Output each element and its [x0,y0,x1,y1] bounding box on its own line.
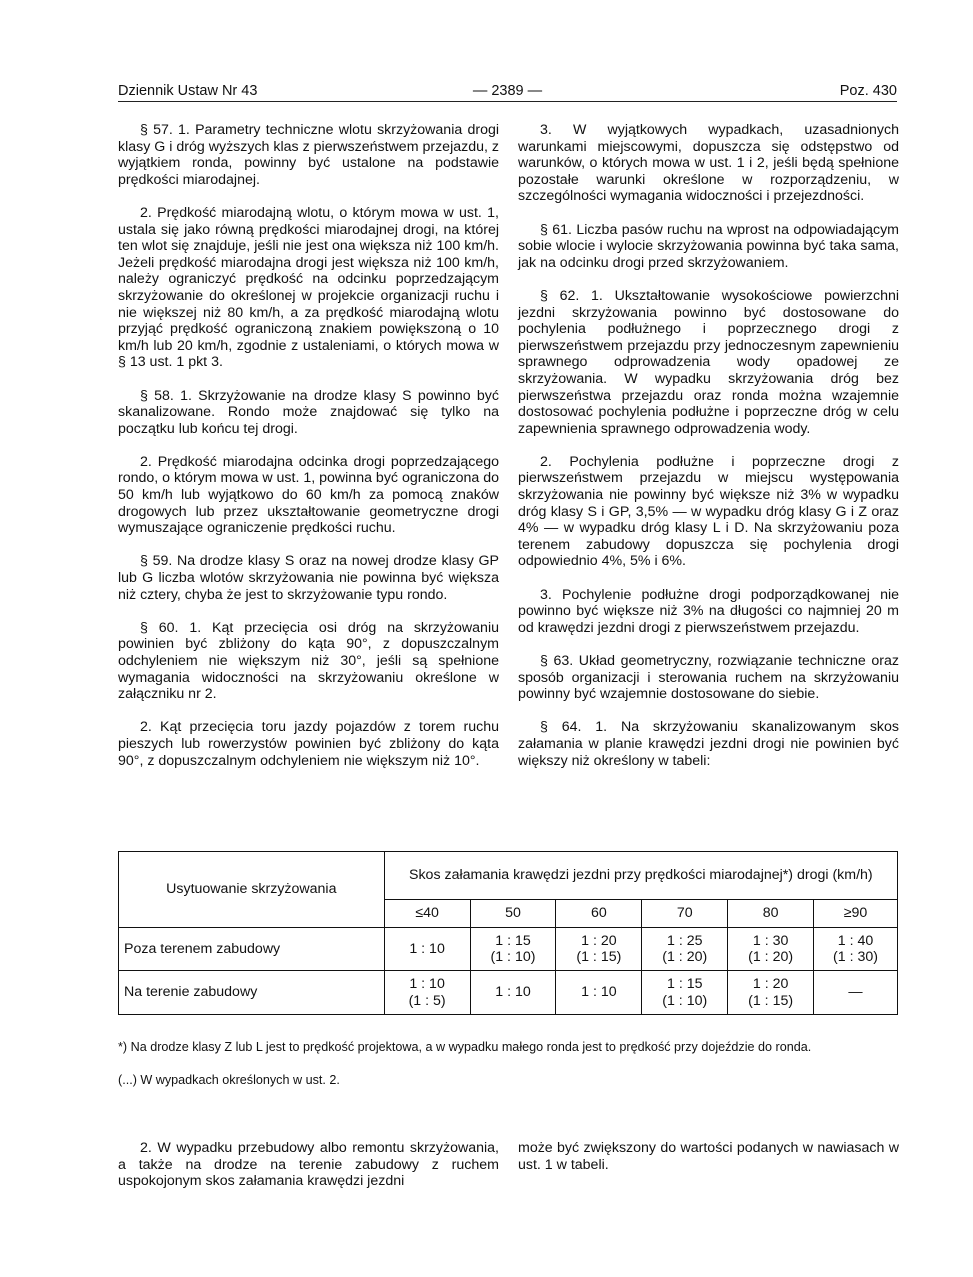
cell-alt-value: (1 : 15) [748,992,794,1009]
speed-header: 60 [556,900,642,928]
table-row [119,928,898,971]
cell-value: — [848,984,863,1001]
speed-header: ≥90 [814,900,898,928]
cell-value: 1 : 40 [837,932,874,949]
skew-table [118,851,898,1015]
cell-alt-value: (1 : 5) [408,992,446,1009]
paragraph: § 58. 1. Skrzyżowanie na drodze klasy S powinno być skanalizowane. Rondo może znajdować się tylko na początku lub końcu tej drogi. [118,387,499,437]
paragraph: może być zwiększony do wartości podanych w nawiasach w ust. 1 w tabeli. [518,1140,899,1173]
paragraph: 2. Pochylenia podłużne i poprzeczne drogi z pierwszeństwem przejazdu w miejscu występowania skrzyżowania nie powinny być większe niż 3% w wypadku dróg klasy S i GP, 3,5% — w wypadku dróg klasy G i Z oraz 4% — w wypadku dróg klasy L i D. Na skrzyżowaniu poza terenem zabudowy dopuszcza się pochylenia drogi odpowiednio 4%, 5% i 6%. [518,453,899,570]
table-cell [728,971,814,1015]
paragraph: § 61. Liczba pasów ruchu na wprost na odpowiadającym sobie wlocie i wylocie skrzyżowania powinna być taka sama, jak na odcinku drogi przed skrzyżowaniem. [518,221,899,271]
group-header-cell: Skos załamania krawędzi jezdni przy prędkości miarodajnej*) drogi (km/h) [384,852,897,900]
journal-title: Dziennik Ustaw Nr 43 [118,83,258,99]
paragraph: 3. W wyjątkowych wypadkach, uzasadnionych warunkami miejscowymi, dopuszcza się odstępstwo od warunków, o których mowa w ust. 1 i 2, jeśli będą spełnione pozostałe warunki określone w rozporządzeniu, w szczególności wymagania widoczności i przejezdności. [518,122,899,205]
paragraph: § 63. Układ geometryczny, rozwiązanie techniczne oraz sposób organizacji i sterowania ruchem na skrzyżowaniu powinny być wzajemnie dostosowane do siebie. [518,653,899,703]
paragraph: 3. Pochylenie podłużne drogi podporządkowanej nie powinno być większe niż 3% na długości co najmniej 20 m od krawędzi jezdni drogi z pierwszeństwem przejazdu. [518,586,899,636]
table-cell [470,971,556,1015]
table-cell [556,971,642,1015]
cell-alt-value: (1 : 10) [490,949,536,965]
table-cell [814,971,898,1015]
cell-alt-value: (1 : 30) [833,949,878,965]
paragraph: § 57. 1. Parametry techniczne wlotu skrzyżowania drogi klasy G i dróg wyższych klas z pierwszeństwem przejazdu, z wyjątkiem ronda, powinny być ustalone na podstawie prędkości miarodajnej. [118,122,499,188]
cell-value: 1 : 10 [495,984,531,1001]
cell-alt-value: (1 : 20) [662,949,708,965]
cell-alt-value: (1 : 10) [662,992,708,1009]
speed-header: 80 [728,900,814,928]
bottom-left-column [118,1140,499,1206]
paragraph: 2. Kąt przecięcia toru jazdy pojazdów z torem ruchu pieszych lub rowerzystów powinien być zbliżony do kąta 90°, z dopuszczalnym odchyleniem nie większym niż 10°. [118,719,499,769]
row-label: Poza terenem zabudowy [119,928,385,971]
cell-alt-value: (1 : 15) [576,949,622,965]
paragraph: 2. Prędkość miarodajna odcinka drogi poprzedzającego rondo, o którym mowa w ust. 1, powinna być ograniczona do 50 km/h lub wyjątkowo do 60 km/h za pomocą znaków drogowych lub przez ukształtowanie geometryczne drogi wymuszające ograniczenie prędkości ruchu. [118,453,499,537]
cell-value: 1 : 20 [581,932,617,949]
table-cell [814,928,898,971]
cell-value: 1 : 10 [581,984,617,1001]
table-cell [556,928,642,971]
table-cell [470,928,556,971]
page-number: — 2389 — [472,83,543,99]
table-row [119,971,898,1015]
left-column [118,122,499,786]
footnote-paren: (...) W wypadkach określonych w ust. 2. [118,1073,340,1087]
right-column [518,122,899,786]
footnote-star: *) Na drodze klasy Z lub L jest to prędkość projektowa, a w wypadku małego ronda jest to prędkość przy dojeździe do ronda. [118,1040,812,1054]
cell-value: 1 : 20 [752,976,789,992]
table-cell [728,928,814,971]
cell-value: 1 : 15 [666,976,703,992]
paragraph: § 60. 1. Kąt przecięcia osi dróg na skrzyżowaniu powinien być zbliżony do kąta 90°, z dopuszczalnym odchyleniem nie większym niż 30°, jeśli są spełnione wymagania widoczności na skrzyżowaniu określone w załączniku nr 2. [118,619,499,703]
row-label: Na terenie zabudowy [119,971,385,1015]
speed-header: ≤40 [384,900,470,928]
paragraph: 2. Prędkość miarodajną wlotu, o którym mowa w ust. 1, ustala się jako równą prędkości miarodajnej drogi, na której ten wlot się znajduje, jeśli nie jest ona większa niż 100 km/h. Jeżeli prędkość miarodajna drogi jest większa niż 100 km/h, należy ograniczyć prędkość na odcinku poprzedzającym skrzyżowanie do określonej w projekcie organizacji ruchu i nie większej niż 80 km/h, a za prędkość miarodajną wlotu przyjąć prędkość ograniczoną znakiem powiększoną o 10 km/h lub 20 km/h, zgodnie z ustaleniami, o których mowa w § 13 ust. 1 pkt 3. [118,204,499,371]
page-header [118,83,897,102]
cell-value: 1 : 10 [409,940,445,957]
paragraph: § 59. Na drodze klasy S oraz na nowej drodze klasy GP lub G liczba wlotów skrzyżowania nie powinna być większa niż cztery, chyba że jest to skrzyżowanie typu rondo. [118,553,499,603]
bottom-right-column [518,1140,899,1190]
position-number: Poz. 430 [839,83,897,99]
paragraph: § 64. 1. Na skrzyżowaniu skanalizowanym skos załamania w planie krawędzi jezdni drogi nie powinien być większy niż określony w tabeli: [518,719,899,769]
cell-value: 1 : 30 [752,932,789,949]
table-cell [642,971,728,1015]
paragraph: 2. W wypadku przebudowy albo remontu skrzyżowania, a także na drodze na terenie zabudowy z ruchem uspokojonym skos załamania krawędzi jezdni [118,1140,499,1190]
cell-value: 1 : 15 [495,932,531,949]
row-header-cell: Usytuowanie skrzyżowania [119,852,385,928]
table-cell [642,928,728,971]
speed-header: 50 [470,900,556,928]
cell-value: 1 : 10 [409,976,445,992]
cell-alt-value: (1 : 20) [748,949,794,965]
speed-header: 70 [642,900,728,928]
paragraph: § 62. 1. Ukształtowanie wysokościowe powierzchni jezdni skrzyżowania powinno być dostosowane do pochylenia podłużnego i poprzecznego drogi z pierwszeństwem przejazdu przy jednoczesnym zapewnieniu sprawnego odprowadzenia wody opadowej ze skrzyżowania. W wypadku skrzyżowania dróg bez pierwszeństwa przejazdu oraz ronda można wzajemnie dostosować pochylenia podłużne i poprzeczne dróg w celu zapewnienia sprawnego odprowadzenia wody. [518,287,899,437]
table-cell [384,928,470,971]
cell-value: 1 : 25 [666,932,703,949]
table-cell [384,971,470,1015]
